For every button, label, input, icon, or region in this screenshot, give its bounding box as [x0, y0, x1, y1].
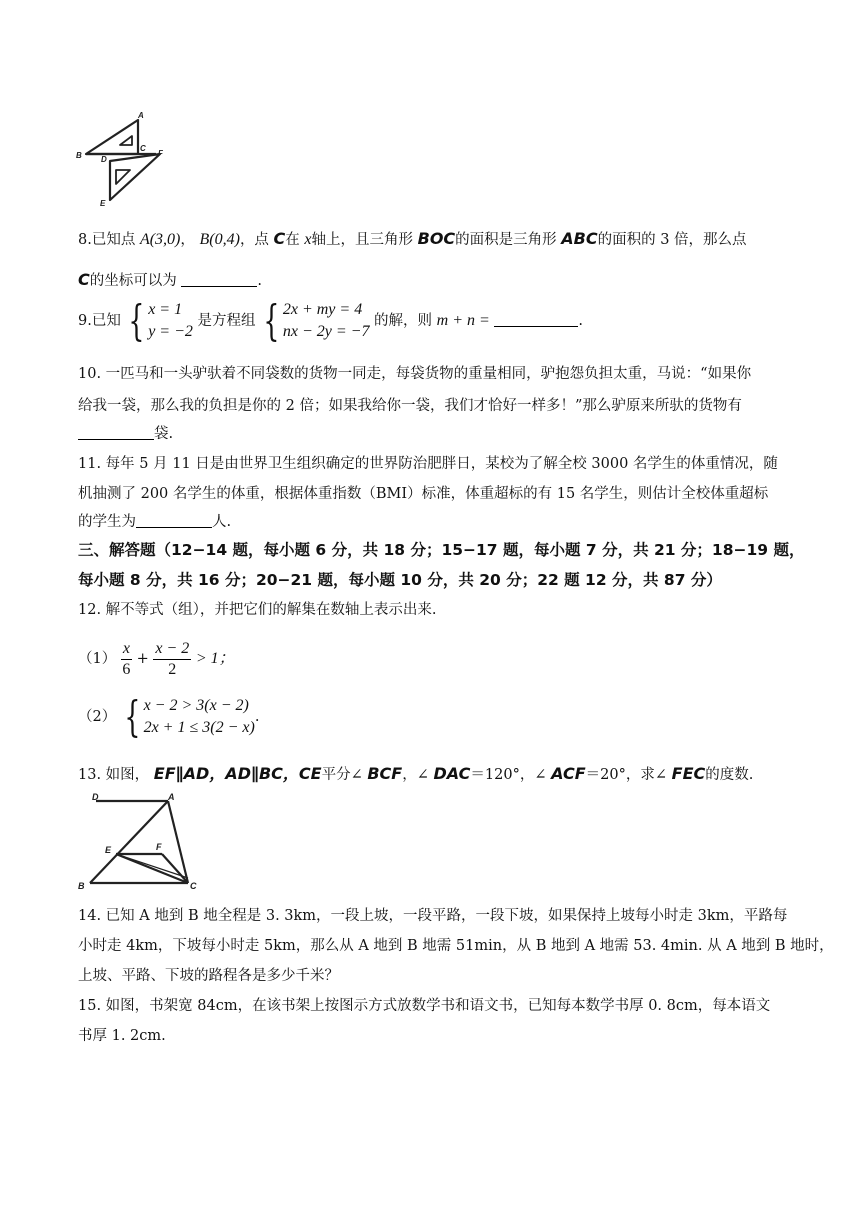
fig7-label-e: E: [100, 199, 106, 208]
fig13-label-c: C: [190, 881, 197, 891]
answer-blank-q9[interactable]: [494, 312, 578, 327]
question-11-line-3: 的学生为 人.: [78, 514, 232, 530]
question-11-line-1: 11. 每年 5 月 11 日是由世界卫生组织确定的世界防治肥胖日，某校为了解全校 3000 名学生的体重情况，随: [78, 456, 778, 472]
fig7-label-b: B: [76, 151, 82, 160]
fig13-label-e: E: [105, 845, 112, 855]
question-8-line-1: 8.已知点 A(3,0)， B(0,4)，点 C在 x轴上，且三角形 BOC的面积是三角形 ABC的面积的 3 倍，那么点: [78, 229, 747, 248]
question-15-line-2: 书厚 1. 2cm.: [78, 1028, 166, 1044]
fig13-label-a: A: [168, 792, 175, 802]
question-11-line-2: 机抽测了 200 名学生的体重，根据体重指数（BMI）标准，体重超标的有 15 名学生，则估计全校体重超标: [78, 486, 769, 502]
question-12-part-2: （2） { x − 2 > 3(x − 2) 2x + 1 ≤ 3(2 − x) .: [78, 692, 260, 741]
question-15-line-1: 15. 如图，书架宽 84cm，在该书架上按图示方式放数学书和语文书，已知每本数学书厚 0. 8cm，每本语文: [78, 998, 771, 1014]
fig13-label-f: F: [156, 842, 162, 852]
question-12-part-1: （1） $\frac{x}{6}$ + $\frac{x - 2}{2}$ > 1；: [78, 639, 235, 678]
fig13-label-d: D: [92, 792, 99, 802]
answer-blank-q10[interactable]: [78, 425, 154, 440]
equation-system: { 2x + my = 4 nx − 2y = −7: [263, 296, 370, 345]
question-13: 13. 如图， EF∥AD，AD∥BC，CE平分∠ BCF，∠ DAC＝120°，∠ ACF＝20°，求∠ FEC的度数.: [78, 764, 754, 783]
question-14-line-2: 小时走 4km，下坡每小时走 5km，那么从 A 地到 B 地需 51min，从 B 地到 A 地需 53. 4min. 从 A 地到 B 地时，: [78, 938, 834, 954]
geometry-figure-q7: [76, 108, 172, 208]
section-3-heading-line-1: 三、解答题（12−14 题，每小题 6 分，共 18 分；15−17 题，每小题 7 分，共 21 分；18−19 题，: [78, 541, 805, 559]
answer-blank-q11[interactable]: [136, 513, 212, 528]
fig7-label-f: F: [158, 149, 163, 158]
question-10-line-3: 袋.: [78, 424, 173, 444]
answer-blank-q8[interactable]: [181, 272, 257, 287]
section-3-heading-line-2: 每小题 8 分，共 16 分；20−21 题，每小题 10 分，共 20 分；22 题 12 分，共 87 分）: [78, 571, 722, 589]
question-12: 12. 解不等式（组），并把它们的解集在数轴上表示出来.: [78, 602, 437, 618]
question-14-line-3: 上坡、平路、下坡的路程各是多少千米？: [78, 968, 339, 984]
solution-system: { x = 1 y = −2: [128, 296, 193, 345]
point-b-expression: B(0,4): [199, 231, 240, 248]
question-8-line-2: C的坐标可以为 .: [78, 270, 262, 289]
question-14-line-1: 14. 已知 A 地到 B 地全程是 3. 3km，一段上坡，一段平路，一段下坡，如果保持上坡每小时走 3km，平路每: [78, 908, 788, 924]
fig7-label-a: A: [138, 111, 144, 120]
point-a-expression: A(3,0): [139, 231, 181, 248]
fig7-label-c: C: [140, 144, 146, 153]
geometry-figure-q13: [76, 790, 206, 892]
question-9: 9.已知 { x = 1 y = −2 是方程组 { 2x + my = 4 nx − 2y = −7 的解，则 m + n = .: [78, 296, 584, 345]
question-10-line-1: 10. 一匹马和一头驴驮着不同袋数的货物一同走，每袋货物的重量相同，驴抱怨负担太重，马说：“如果你: [78, 366, 752, 382]
fig13-label-b: B: [78, 881, 85, 891]
question-10-line-2: 给我一袋，那么我的负担是你的 2 倍；如果我给你一袋，我们才恰好一样多！”那么驴原来所驮的货物有: [78, 398, 742, 414]
fig7-label-d: D: [101, 155, 107, 164]
